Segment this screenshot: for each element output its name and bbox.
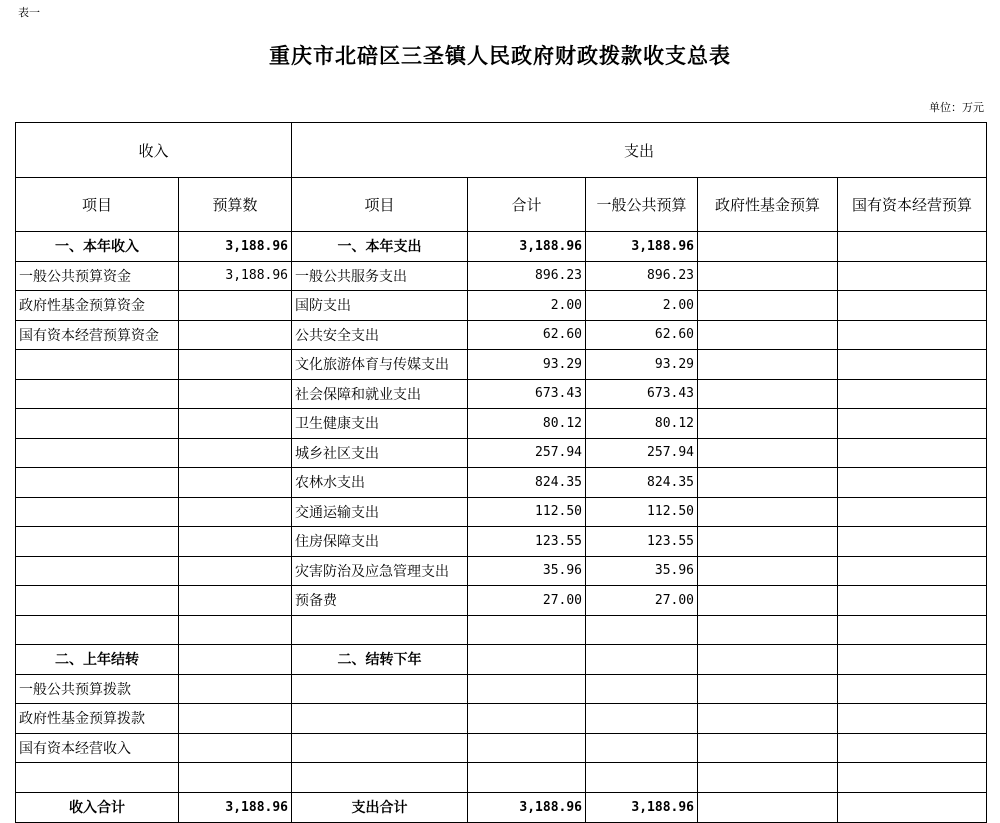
expense-gov-fund-cell xyxy=(698,350,838,380)
income-value-cell xyxy=(179,586,292,616)
table-row xyxy=(16,291,987,321)
table-row xyxy=(16,379,987,409)
table-row xyxy=(16,261,987,291)
expense-item-cell: 国防支出 xyxy=(292,291,468,321)
col-header-budget: 预算数 xyxy=(179,178,292,232)
expense-general-cell: 673.43 xyxy=(586,379,698,409)
expense-state-capital-cell xyxy=(838,704,987,734)
income-item-cell xyxy=(16,586,179,616)
income-total-label: 收入合计 xyxy=(16,792,179,822)
expense-total-cell: 673.43 xyxy=(468,379,586,409)
expense-general-cell xyxy=(586,615,698,645)
income-value-cell xyxy=(179,468,292,498)
expense-total-label: 支出合计 xyxy=(292,792,468,822)
expense-item-cell xyxy=(292,615,468,645)
expense-state-capital-cell xyxy=(838,733,987,763)
expense-state-capital-cell xyxy=(838,320,987,350)
expense-general-cell: 80.12 xyxy=(586,409,698,439)
expense-total-cell: 112.50 xyxy=(468,497,586,527)
col-header-general: 一般公共预算 xyxy=(586,178,698,232)
income-value-cell xyxy=(179,320,292,350)
expense-total-cell: 257.94 xyxy=(468,438,586,468)
expense-item-cell: 二、结转下年 xyxy=(292,645,468,675)
expense-general-cell xyxy=(586,674,698,704)
expense-state-capital-cell xyxy=(838,350,987,380)
expense-total-general: 3,188.96 xyxy=(586,792,698,822)
income-item-cell: 一般公共预算拨款 xyxy=(16,674,179,704)
income-item-cell: 一般公共预算资金 xyxy=(16,261,179,291)
expense-item-cell: 卫生健康支出 xyxy=(292,409,468,439)
income-value-cell xyxy=(179,556,292,586)
income-item-cell xyxy=(16,497,179,527)
income-item-cell xyxy=(16,350,179,380)
expense-item-cell: 交通运输支出 xyxy=(292,497,468,527)
expense-gov-fund-cell xyxy=(698,615,838,645)
expense-state-capital-cell xyxy=(838,763,987,793)
income-value-cell xyxy=(179,733,292,763)
expense-general-cell: 35.96 xyxy=(586,556,698,586)
col-header-item: 项目 xyxy=(16,178,179,232)
expense-gov-fund-cell xyxy=(698,763,838,793)
income-value-cell xyxy=(179,645,292,675)
expense-state-capital-cell xyxy=(838,291,987,321)
expense-total-cell xyxy=(468,704,586,734)
table-row xyxy=(16,320,987,350)
expense-state-capital-cell xyxy=(838,615,987,645)
income-value-cell xyxy=(179,350,292,380)
income-value-cell xyxy=(179,763,292,793)
expense-total-cell: 62.60 xyxy=(468,320,586,350)
expense-total-cell: 93.29 xyxy=(468,350,586,380)
expense-total-cell: 80.12 xyxy=(468,409,586,439)
expense-item-cell: 农林水支出 xyxy=(292,468,468,498)
expense-state-capital-cell xyxy=(838,409,987,439)
income-value-cell xyxy=(179,291,292,321)
expense-total-cell: 3,188.96 xyxy=(468,232,586,262)
expense-general-cell: 257.94 xyxy=(586,438,698,468)
table-row xyxy=(16,497,987,527)
expense-state-capital-cell xyxy=(838,379,987,409)
expense-general-cell xyxy=(586,704,698,734)
income-value-cell xyxy=(179,409,292,439)
col-header-gov-fund: 政府性基金预算 xyxy=(698,178,838,232)
expense-item-cell: 灾害防治及应急管理支出 xyxy=(292,556,468,586)
income-value-cell xyxy=(179,674,292,704)
expense-state-capital-cell xyxy=(838,527,987,557)
income-item-cell: 国有资本经营预算资金 xyxy=(16,320,179,350)
expense-general-cell: 123.55 xyxy=(586,527,698,557)
income-total-value: 3,188.96 xyxy=(179,792,292,822)
expense-state-capital-cell xyxy=(838,468,987,498)
table-row xyxy=(16,468,987,498)
expense-gov-fund-cell xyxy=(698,497,838,527)
expense-gov-fund-cell xyxy=(698,468,838,498)
expense-gov-fund-cell xyxy=(698,438,838,468)
expense-gov-fund-cell xyxy=(698,704,838,734)
totals-row xyxy=(16,792,987,822)
expense-total-value: 3,188.96 xyxy=(468,792,586,822)
table-row xyxy=(16,586,987,616)
income-item-cell: 二、上年结转 xyxy=(16,645,179,675)
expense-total-cell: 123.55 xyxy=(468,527,586,557)
income-value-cell: 3,188.96 xyxy=(179,261,292,291)
page-title: 重庆市北碚区三圣镇人民政府财政拨款收支总表 xyxy=(269,43,731,68)
expense-state-capital-cell xyxy=(838,438,987,468)
income-item-cell xyxy=(16,438,179,468)
expense-gov-fund-cell xyxy=(698,556,838,586)
income-value-cell xyxy=(179,527,292,557)
expense-gov-fund-cell xyxy=(698,409,838,439)
table-row xyxy=(16,674,987,704)
expense-state-capital-cell xyxy=(838,261,987,291)
table-row xyxy=(16,615,987,645)
expense-item-cell xyxy=(292,733,468,763)
income-item-cell: 一、本年收入 xyxy=(16,232,179,262)
expense-state-capital-cell xyxy=(838,674,987,704)
expense-general-cell: 27.00 xyxy=(586,586,698,616)
col-header-state-capital: 国有资本经营预算 xyxy=(838,178,987,232)
expense-gov-fund-cell xyxy=(698,586,838,616)
expense-total-cell: 35.96 xyxy=(468,556,586,586)
expense-item-cell: 一、本年支出 xyxy=(292,232,468,262)
expense-state-capital-cell xyxy=(838,586,987,616)
table-row xyxy=(16,733,987,763)
expense-general-cell: 62.60 xyxy=(586,320,698,350)
table-row xyxy=(16,350,987,380)
expense-state-capital-cell xyxy=(838,497,987,527)
expense-total-cell: 824.35 xyxy=(468,468,586,498)
expense-gov-fund-cell xyxy=(698,232,838,262)
table-row xyxy=(16,645,987,675)
expense-item-cell: 一般公共服务支出 xyxy=(292,261,468,291)
expense-item-cell xyxy=(292,704,468,734)
expense-total-state xyxy=(838,792,987,822)
table-row xyxy=(16,232,987,262)
expense-item-cell: 文化旅游体育与传媒支出 xyxy=(292,350,468,380)
expense-gov-fund-cell xyxy=(698,674,838,704)
expense-state-capital-cell xyxy=(838,645,987,675)
expense-item-cell xyxy=(292,674,468,704)
header-row-columns xyxy=(16,178,987,232)
table-row xyxy=(16,763,987,793)
expense-total-cell: 2.00 xyxy=(468,291,586,321)
expense-item-cell: 城乡社区支出 xyxy=(292,438,468,468)
income-item-cell xyxy=(16,615,179,645)
col-header-item2: 项目 xyxy=(292,178,468,232)
table-row xyxy=(16,438,987,468)
expense-item-cell xyxy=(292,763,468,793)
expense-item-cell: 预备费 xyxy=(292,586,468,616)
income-item-cell xyxy=(16,409,179,439)
income-header: 收入 xyxy=(16,123,292,178)
expense-general-cell: 3,188.96 xyxy=(586,232,698,262)
expense-general-cell xyxy=(586,645,698,675)
income-value-cell xyxy=(179,615,292,645)
table-label: 表一 xyxy=(18,6,40,19)
table-row xyxy=(16,527,987,557)
expense-general-cell xyxy=(586,733,698,763)
expense-header: 支出 xyxy=(292,123,987,178)
income-value-cell xyxy=(179,704,292,734)
expense-gov-fund-cell xyxy=(698,320,838,350)
expense-general-cell xyxy=(586,763,698,793)
income-value-cell xyxy=(179,497,292,527)
income-item-cell: 政府性基金预算资金 xyxy=(16,291,179,321)
income-value-cell: 3,188.96 xyxy=(179,232,292,262)
expense-general-cell: 896.23 xyxy=(586,261,698,291)
expense-total-cell: 896.23 xyxy=(468,261,586,291)
expense-item-cell: 社会保障和就业支出 xyxy=(292,379,468,409)
expense-total-cell xyxy=(468,733,586,763)
expense-gov-fund-cell xyxy=(698,379,838,409)
expense-total-cell xyxy=(468,615,586,645)
table-row xyxy=(16,704,987,734)
table-row xyxy=(16,556,987,586)
expense-total-cell xyxy=(468,763,586,793)
income-value-cell xyxy=(179,438,292,468)
expense-item-cell: 公共安全支出 xyxy=(292,320,468,350)
income-item-cell: 政府性基金预算拨款 xyxy=(16,704,179,734)
income-item-cell xyxy=(16,379,179,409)
expense-total-gov xyxy=(698,792,838,822)
expense-gov-fund-cell xyxy=(698,261,838,291)
expense-general-cell: 2.00 xyxy=(586,291,698,321)
income-item-cell xyxy=(16,556,179,586)
expense-general-cell: 824.35 xyxy=(586,468,698,498)
expense-total-cell: 27.00 xyxy=(468,586,586,616)
expense-total-cell xyxy=(468,674,586,704)
expense-gov-fund-cell xyxy=(698,291,838,321)
expense-state-capital-cell xyxy=(838,232,987,262)
expense-total-cell xyxy=(468,645,586,675)
col-header-total: 合计 xyxy=(468,178,586,232)
table-row xyxy=(16,409,987,439)
expense-general-cell: 112.50 xyxy=(586,497,698,527)
income-item-cell xyxy=(16,763,179,793)
income-value-cell xyxy=(179,379,292,409)
header-row-group xyxy=(16,123,987,178)
expense-general-cell: 93.29 xyxy=(586,350,698,380)
expense-state-capital-cell xyxy=(838,556,987,586)
expense-item-cell: 住房保障支出 xyxy=(292,527,468,557)
income-item-cell: 国有资本经营收入 xyxy=(16,733,179,763)
unit-label: 单位：万元 xyxy=(929,101,984,114)
income-item-cell xyxy=(16,468,179,498)
expense-gov-fund-cell xyxy=(698,733,838,763)
expense-gov-fund-cell xyxy=(698,527,838,557)
income-item-cell xyxy=(16,527,179,557)
expense-gov-fund-cell xyxy=(698,645,838,675)
budget-table xyxy=(15,122,987,823)
